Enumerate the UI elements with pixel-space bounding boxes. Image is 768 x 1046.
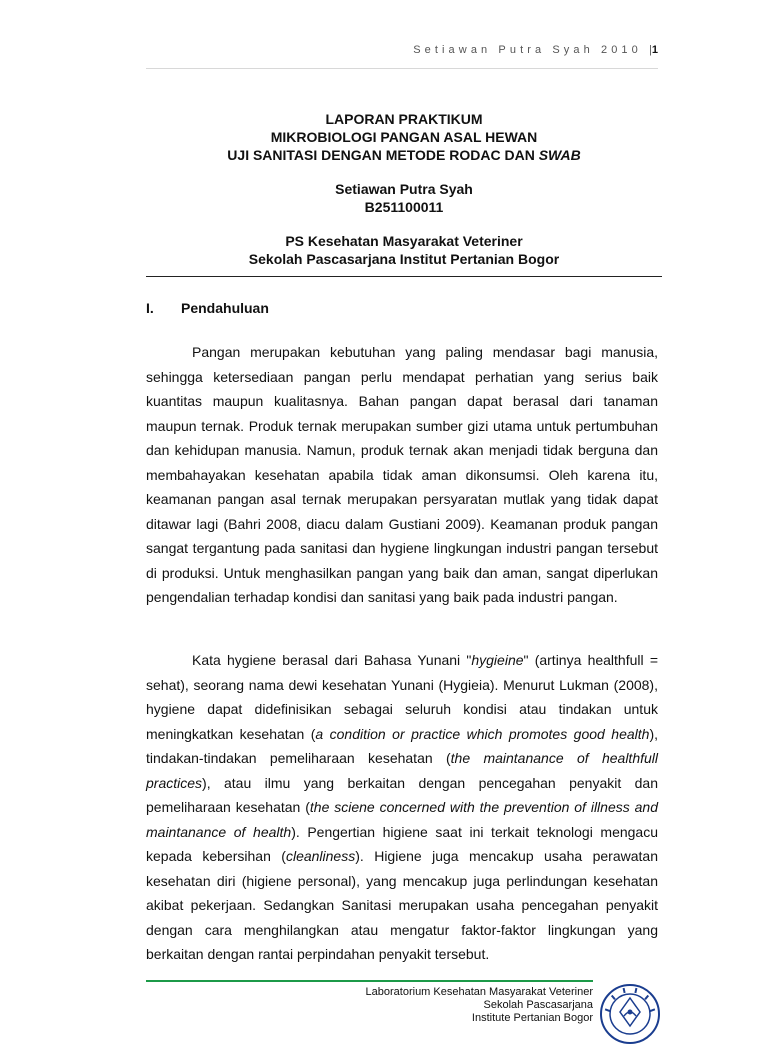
italic-term: the sciene concerned with the prevention of illness and maintanance of health — [146, 799, 658, 840]
title-divider — [146, 276, 662, 277]
section-number: I. — [146, 300, 154, 316]
affiliation-line-1: PS Kesehatan Masyarakat Veteriner — [285, 233, 523, 249]
paragraph-2-text: Kata hygiene berasal dari Bahasa Yunani " — [192, 652, 472, 668]
title-line-1: LAPORAN PRAKTIKUM — [325, 111, 483, 127]
italic-term: a condition or practice which promotes good health — [315, 725, 650, 742]
paragraph-2-text: ). Higiene juga mencakup usaha perawatan kesehatan diri (higiene personal), yang mencakup juga perlindungan kesehatan akibat pekerjaan. Sedangkan Sanitasi merupakan usaha pencegahan penyakit dengan cara menghilangkan atau mengatur faktor-faktor lingkungan yang berkaitan dengan rantai perpindahan penyakit tersebut. — [146, 848, 658, 962]
page-number: 1 — [651, 44, 658, 56]
paragraph-2-text: ), atau ilmu yang berkaitan dengan pencegahan penyakit dan pemeliharaan kesehatan ( — [146, 774, 658, 815]
affiliation-block — [146, 232, 662, 268]
footer-line-3: Institute Pertanian Bogor — [471, 1012, 593, 1024]
title-line-3 — [146, 146, 662, 164]
header-separator: | — [649, 44, 652, 56]
author-name: Setiawan Putra Syah — [335, 181, 473, 197]
italic-term: cleanliness — [285, 848, 356, 864]
footer-text — [300, 986, 593, 1025]
university-seal-icon — [598, 982, 662, 1046]
affiliation-line-2: Sekolah Pascasarjana Institut Pertanian Bogor — [248, 251, 560, 267]
section-heading — [146, 300, 269, 316]
paragraph-1 — [146, 340, 658, 610]
title-line-3-text: UJI SANITASI DENGAN METODE RODAC DAN — [227, 147, 539, 163]
header-divider — [146, 68, 658, 69]
footer-line-2: Sekolah Pascasarjana — [483, 999, 593, 1011]
author-id: B251100011 — [364, 199, 444, 215]
paragraph-2 — [146, 648, 658, 967]
title-line-3-italic: SWAB — [538, 147, 581, 163]
italic-term: hygieine — [471, 652, 524, 668]
title-line-2: MIKROBIOLOGI PANGAN ASAL HEWAN — [270, 129, 538, 145]
paragraph-1-text: Pangan merupakan kebutuhan yang paling mendasar bagi manusia, sehingga ketersediaan pangan perlu mendapat perhatian yang serius baik kuantitas maupun kualitasnya. Bahan pangan dapat berasal dari tanaman maupun ternak. Produk ternak merupakan sumber gizi utama untuk pertumbuhan dan kehidupan manusia. Namun, produk ternak akan menjadi tidak berguna dan membahayakan kesehatan apabila tidak aman dikonsumsi. Oleh karena itu, keamanan pangan asal ternak merupakan persyaratan mutlak yang tidak dapat ditawar lagi (Bahri 2008, diacu dalam Gustiani 2009). Keamanan produk pangan sangat tergantung pada sanitasi dan hygiene lingkungan industri pangan tersebut di produksi. Untuk menghasilkan pangan yang baik dan aman, sangat diperlukan pengendalian terhadap kondisi dan sanitasi yang baik pada industri pangan. — [146, 344, 658, 605]
section-title: Pendahuluan — [181, 300, 269, 316]
paragraph-2-text: ), tindakan-tindakan pemeliharaan kesehatan ( — [146, 725, 659, 766]
document-title — [146, 110, 662, 164]
paragraph-2-text: ). Pengertian higiene saat ini terkait teknologi mengacu kepada kebersihan ( — [146, 823, 659, 864]
paragraph-2-text: " (artinya healthfull = sehat), seorang nama dewi kesehatan Yunani (Hygieia). Menurut Lukman (2008), hygiene dapat didefinisikan sebagai seluruh kondisi atau tindakan untuk meningkatkan kesehatan ( — [146, 652, 658, 742]
author-block — [146, 180, 662, 216]
footer-divider — [146, 980, 593, 982]
footer-line-1: Laboratorium Kesehatan Masyarakat Veteriner — [365, 986, 593, 998]
running-header — [146, 44, 658, 56]
italic-term: the maintanance of healthfull practices — [146, 750, 658, 791]
running-title: Setiawan Putra Syah 2010 — [413, 44, 642, 56]
